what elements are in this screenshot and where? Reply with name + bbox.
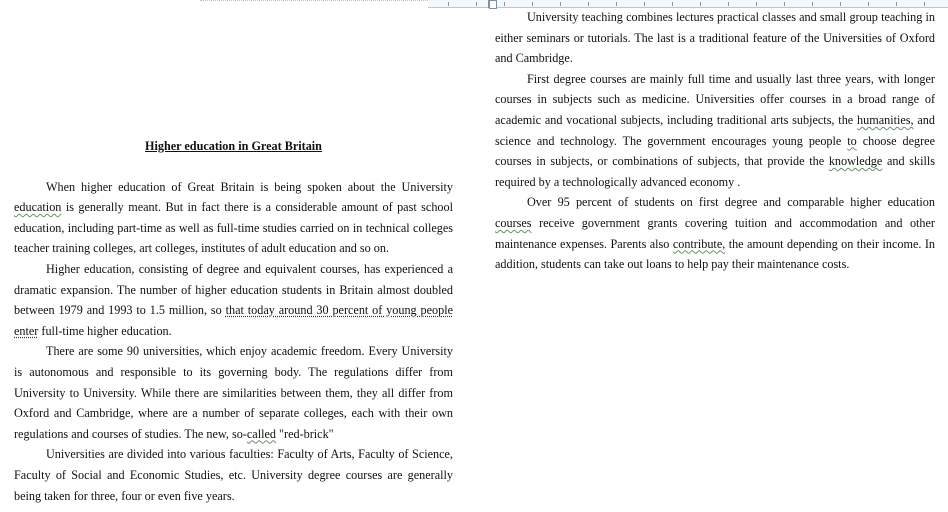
ruler-tick	[560, 2, 561, 6]
flagged-text-run: knowledge	[828, 154, 883, 169]
text-run: the amount depending on their income. In addition, students can take out loans to help pay their maintenance costs.	[495, 236, 936, 272]
flagged-text-run: called	[246, 426, 276, 441]
page-title-text: Higher education in Great Britain	[145, 139, 322, 153]
text-run: is generally meant. But in fact there is a considerable amount of past school education, including part-time as well as full-time studies carried on in technical colleges teacher training colleges, art colleges, institutes of adult education and so on.	[14, 200, 453, 256]
text-run: receive government grants covering tuition and accommodation and other maintenance expenses. Parents also	[495, 215, 935, 251]
ruler-tick	[868, 2, 869, 6]
ruler-tick	[644, 2, 645, 6]
text-run: University teaching combines lectures practical classes and small group teaching in either seminars or tutorials. The last is a traditional feature of the Universities of Oxford and Cambridge.	[495, 10, 935, 66]
ruler-tick	[476, 2, 477, 6]
ruler-tick	[924, 2, 925, 6]
ruler-left-edge	[200, 0, 428, 4]
text-run: When higher education of Great Britain is being spoken about the University	[46, 179, 453, 194]
ruler-tick	[532, 2, 533, 6]
page-title	[14, 136, 453, 157]
right-paragraph-2	[495, 69, 935, 193]
text-run: Over 95 percent of students on first degree and comparable higher education	[527, 195, 935, 210]
text-run: Higher education, consisting of degree and equivalent courses, has experienced a dramatic expansion. The number of higher education students in Britain almost doubled between 1979 and 1993 to 1.5 million, so	[14, 261, 453, 318]
flagged-text-run: to	[847, 133, 857, 148]
flagged-text-run: that today around 30 percent of young people enter	[14, 303, 453, 338]
ruler-tick	[784, 2, 785, 6]
text-run: and skills required by a technologically advanced economy .	[495, 154, 935, 189]
right-column	[495, 7, 935, 275]
right-paragraph-1	[495, 7, 935, 69]
ruler-tick	[700, 2, 701, 6]
left-paragraph-1	[14, 177, 453, 259]
ruler-tick	[840, 2, 841, 6]
text-run: choose degree courses in subjects, or combinations of subjects, that provide the	[495, 133, 935, 169]
text-run: There are some 90 universities, which enjoy academic freedom. Every University is autonomous and responsible to its governing body. The regulations differ from University to University. While there are similarities between them, they all differ from Oxford and Cambridge, where are a number of separate colleges, each with their own regulations and courses of studies. The new, so-	[14, 344, 453, 441]
text-run: and science and technology. The government encourages young people	[495, 112, 935, 148]
left-paragraph-4	[14, 444, 453, 506]
text-run: "red-brick"	[275, 426, 334, 441]
left-paragraph-3	[14, 341, 453, 444]
left-paragraphs	[14, 177, 453, 507]
left-column	[14, 136, 453, 506]
ruler-tick	[812, 2, 813, 6]
ruler-tick	[504, 2, 505, 6]
right-paragraph-3	[495, 192, 935, 274]
ruler-tick	[616, 2, 617, 6]
ruler-tick	[588, 2, 589, 6]
flagged-text-run: courses	[495, 215, 532, 230]
text-run: First degree courses are mainly full time and usually last three years, with longer courses in subjects such as medicine. Universities offer courses in a broad range of academic and vocational subjects, including traditional arts subjects, the	[495, 71, 935, 127]
flagged-text-run: humanities,	[857, 112, 914, 127]
ruler-tick	[672, 2, 673, 6]
flagged-text-run: contribute,	[672, 236, 726, 251]
text-run: full-time higher education.	[38, 323, 172, 338]
ruler-tick	[756, 2, 757, 6]
right-paragraphs	[495, 7, 935, 275]
text-run: Universities are divided into various faculties: Faculty of Arts, Faculty of Science, Faculty of Social and Economic Studies, etc. University degree courses are generally being taken for three, four or even five years.	[14, 447, 453, 503]
flagged-text-run: education	[14, 200, 62, 215]
ruler-tick	[728, 2, 729, 6]
ruler-tick	[448, 2, 449, 6]
left-paragraph-2	[14, 259, 453, 341]
ruler-tick	[896, 2, 897, 6]
